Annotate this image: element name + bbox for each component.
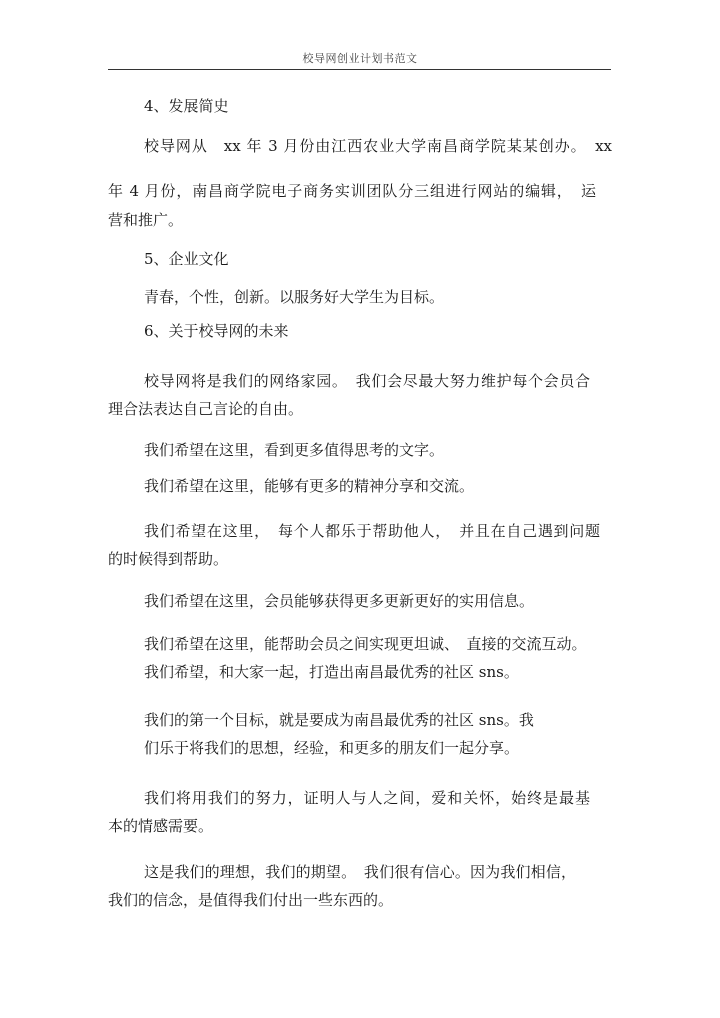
paragraph-line: 的时候得到帮助。: [108, 550, 229, 568]
paragraph-line: 我们希望，和大家一起，打造出南昌最优秀的社区 sns。: [144, 663, 519, 681]
paragraph-line: 我们希望在这里，会员能够获得更多更新更好的实用信息。: [144, 592, 535, 610]
paragraph-line: 青春，个性，创新。以服务好大学生为目标。: [144, 288, 445, 306]
paragraph-line: 我们希望在这里，看到更多值得思考的文字。: [144, 441, 445, 459]
paragraph-line: 本的情感需要。: [108, 817, 214, 835]
paragraph-line: 这是我们的理想，我们的期望。 我们很有信心。因为我们相信，: [144, 863, 576, 881]
page-header-title: 校导网创业计划书范文: [302, 52, 418, 65]
paragraph-line: 理合法表达自己言论的自由。: [108, 400, 304, 418]
paragraph-line: 我们希望在这里，能够有更多的精神分享和交流。: [144, 477, 475, 495]
paragraph-line: 我们将用我们的努力，证明人与人之间，爱和关怀，始终是最基: [144, 789, 590, 807]
section-heading: 6、关于校导网的未来: [144, 322, 289, 340]
paragraph-line: 营和推广。: [108, 211, 184, 229]
paragraph-line: 年 4 月份，南昌商学院电子商务实训团队分三组进行网站的编辑， 运: [108, 182, 596, 200]
paragraph-line: 校导网将是我们的网络家园。 我们会尽最大努力维护每个会员合: [144, 372, 590, 390]
paragraph-line: 我们希望在这里，能帮助会员之间实现更坦诚、 直接的交流互动。: [144, 635, 587, 653]
paragraph-line: 校导网从 xx 年 3 月份由江西农业大学南昌商学院某某创办。 xx: [144, 137, 612, 155]
paragraph-line: 我们希望在这里， 每个人都乐于帮助他人， 并且在自己遇到问题: [144, 522, 600, 540]
section-heading: 5、企业文化: [144, 250, 229, 268]
paragraph-line: 我们的第一个目标，就是要成为南昌最优秀的社区 sns。我: [144, 711, 534, 729]
section-heading: 4、发展简史: [144, 97, 229, 115]
paragraph-line: 们乐于将我们的思想，经验，和更多的朋友们一起分享。: [144, 739, 520, 757]
header-rule: [108, 69, 611, 70]
paragraph-line: 我们的信念，是值得我们付出一些东西的。: [108, 891, 394, 909]
